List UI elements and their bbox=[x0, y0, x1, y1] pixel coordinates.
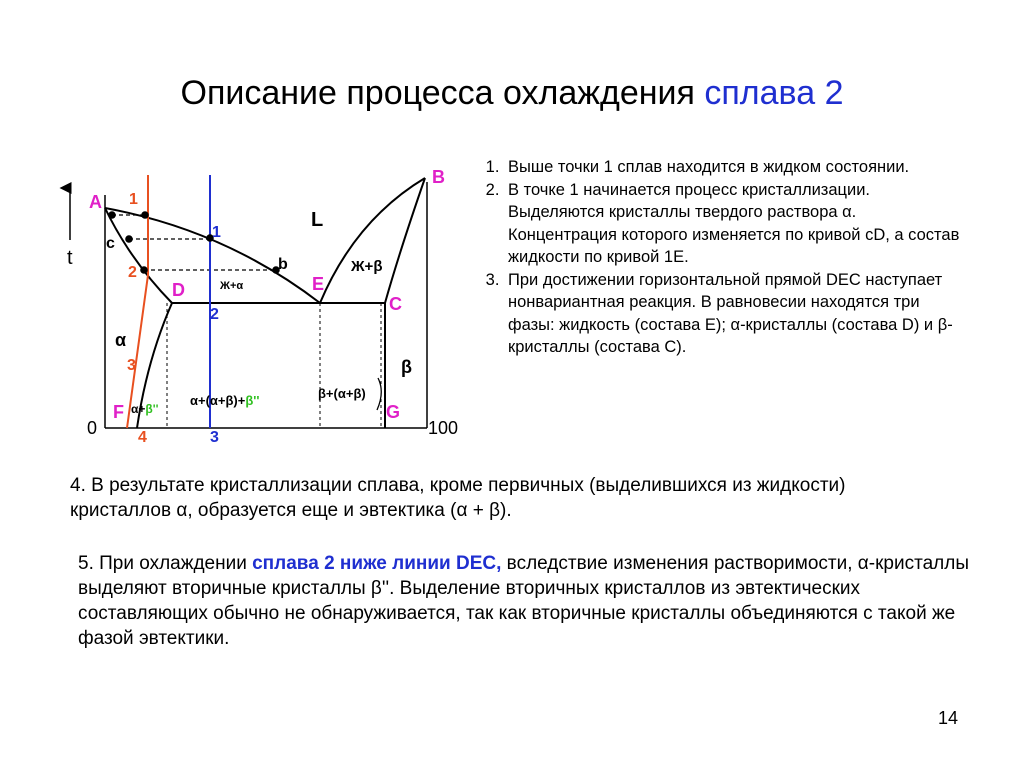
title-main: Описание процесса охлаждения bbox=[180, 74, 695, 112]
label-g: G bbox=[386, 402, 401, 422]
slide-title bbox=[0, 74, 1024, 113]
point-a-dot bbox=[108, 211, 116, 219]
step-3: 3. При достижении горизонтальной прямой DEC наступает нонвариантная реакция. В равновесии находятся три фазы: жидкость (состава E); α-кристаллы (состава D) и β-кристаллы (состава C). bbox=[504, 269, 964, 359]
region-beta-eutectic: β+(α+β) bbox=[318, 386, 366, 401]
alloy1-num-1: 1 bbox=[129, 191, 138, 208]
alloy2-num-2: 2 bbox=[210, 306, 219, 323]
label-e: E bbox=[312, 274, 325, 294]
process-steps-list bbox=[472, 156, 964, 359]
point-2-dot bbox=[140, 266, 148, 274]
region-liquid-beta: Ж+β bbox=[351, 258, 383, 275]
label-hundred: 100 bbox=[428, 418, 459, 438]
region-alpha: α bbox=[115, 330, 127, 350]
region-beta: β bbox=[401, 357, 412, 377]
region-liquid-alpha: Ж+α bbox=[220, 280, 244, 292]
label-b: b bbox=[278, 256, 288, 273]
alloy1-num-4: 4 bbox=[138, 429, 147, 446]
solidus-bc bbox=[385, 178, 425, 303]
label-f: F bbox=[113, 402, 124, 422]
phase-diagram bbox=[55, 160, 485, 455]
label-c: c bbox=[106, 235, 115, 252]
page-number: 14 bbox=[937, 708, 958, 728]
region-liquid: L bbox=[311, 209, 324, 231]
paragraph-5 bbox=[78, 551, 978, 651]
label-d: D bbox=[172, 280, 185, 300]
paragraph-4: 4. В результате кристаллизации сплава, кроме первичных (выделившихся из жидкости) кристаллов α, образуется еще и эвтектика (α + β). bbox=[70, 475, 846, 521]
liquidus-eb bbox=[320, 178, 425, 303]
region-alpha-beta-secondary: α+β'' bbox=[131, 402, 159, 416]
label-c-point: C bbox=[389, 294, 402, 314]
step-1: 1. Выше точки 1 сплав находится в жидком состоянии. bbox=[504, 156, 964, 179]
paragraph-5-end: вследствие изменения растворимости, α-кристаллы выделяют вторичные кристаллы β''. Выделение вторичных кристаллов из эвтектических составляющих обычно не обнаруживается, так как вторичные кристаллы объединяются с такой же фазой эвтектики. bbox=[78, 553, 969, 649]
label-zero: 0 bbox=[87, 418, 98, 438]
step-2: 2. В точке 1 начинается процесс кристаллизации. Выделяются кристаллы твердого раствора α. Концентрация которого изменяется по кривой cD, а состав жидкости по кривой 1E. bbox=[504, 179, 964, 269]
alloy1-num-2: 2 bbox=[128, 264, 137, 281]
point-1-dot bbox=[141, 211, 149, 219]
t-axis-label: t bbox=[67, 247, 73, 269]
label-a: A bbox=[89, 192, 102, 212]
point-c-dot bbox=[125, 235, 133, 243]
alloy2-num-3: 3 bbox=[210, 429, 219, 446]
paragraph-5-start: 5. При охлаждении bbox=[78, 553, 253, 574]
title-accent: сплава 2 bbox=[704, 74, 844, 112]
alloy1-num-3: 3 bbox=[127, 357, 136, 374]
region-alpha-eutectic: α+(α+β)+β'' bbox=[190, 393, 260, 408]
alloy2-num-1: 1 bbox=[212, 224, 221, 241]
paragraph-5-highlight: сплава 2 ниже линии DEC, bbox=[252, 553, 502, 574]
label-b-point: B bbox=[432, 167, 445, 187]
